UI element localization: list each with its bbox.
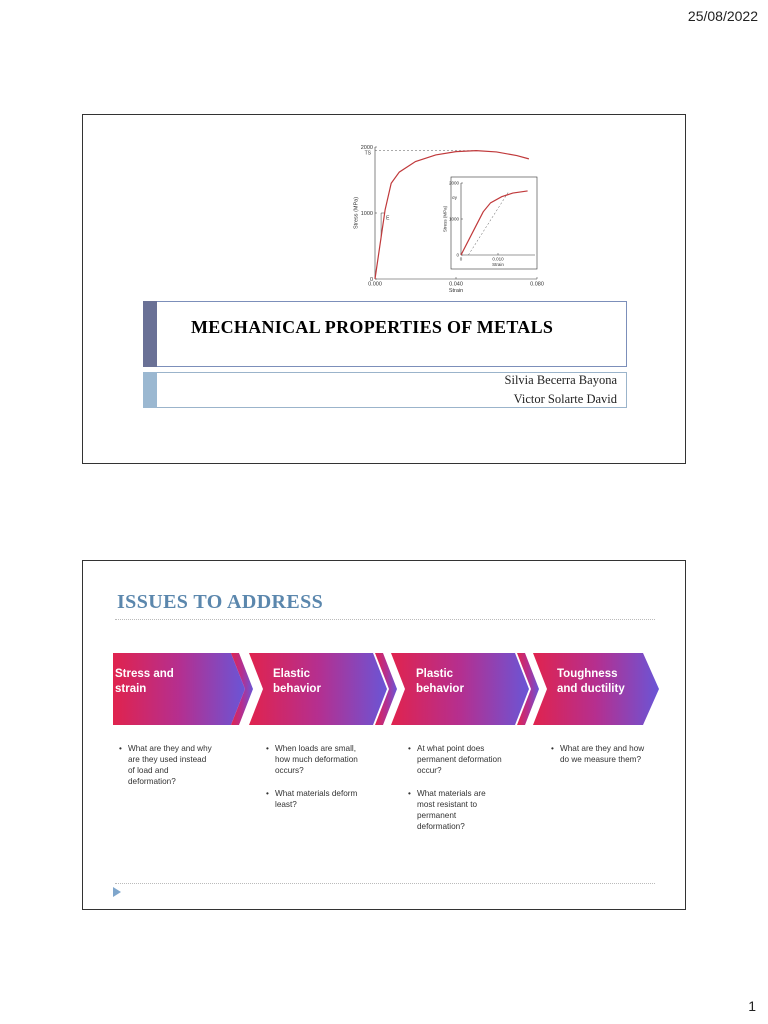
y-axis-label: Stress (MPa) — [353, 196, 360, 230]
title-divider — [115, 619, 655, 620]
author-name: Silvia Becerra Bayona — [504, 373, 617, 387]
bullet-list-stress-strain — [119, 743, 215, 799]
x-tick-label: 0.000 — [368, 281, 382, 288]
header-date: 25/08/2022 — [687, 8, 758, 24]
y-tick-label: 1000 — [360, 210, 373, 217]
x-tick-label: 0.080 — [530, 281, 544, 288]
step-label-line: behavior — [416, 683, 464, 695]
bullet-item: • At what point does permanent deformation occur? — [408, 743, 504, 776]
x-axis-label: Strain — [492, 262, 504, 267]
presentation-title: MECHANICAL PROPERTIES OF METALS — [191, 317, 554, 337]
x-tick-label: 0 — [459, 256, 463, 262]
bullet-item: • What are they and why are they used instead of load and deformation? — [119, 743, 215, 787]
author-name: Victor Solarte David — [513, 392, 617, 406]
bullet-list-plastic — [408, 743, 504, 844]
footer-divider — [115, 883, 655, 884]
x-tick-label: 0.040 — [449, 281, 463, 288]
bullet-list-elastic — [266, 743, 362, 822]
y-tick-label: 0 — [456, 252, 459, 258]
step-label-line: Plastic — [416, 668, 454, 680]
x-axis-label: Strain — [448, 288, 464, 294]
step-label-line: behavior — [273, 683, 321, 695]
y-tick-label: 2000 — [448, 180, 459, 186]
bullet-item: • What are they and how do we measure them? — [551, 743, 647, 765]
x-tick-label: 0.010 — [492, 256, 504, 262]
step-label-line: Elastic — [273, 668, 311, 680]
y-tick-label: 1000 — [448, 216, 459, 222]
slide-title: ISSUES TO ADDRESS — [117, 591, 324, 613]
step-label-toughness — [557, 667, 637, 697]
slide-thumbnail-2 — [82, 560, 686, 910]
step-label-line: Toughness — [557, 668, 618, 680]
y-tick-label: 2000 — [360, 144, 373, 151]
step-label-elastic — [273, 667, 353, 697]
stress-strain-chart — [341, 129, 544, 299]
slide-thumbnail-1 — [82, 114, 686, 464]
step-label-line: strain — [115, 683, 147, 695]
step-label-line: and ductility — [557, 683, 625, 695]
author-accent-bar — [143, 372, 157, 408]
bullet-list-toughness — [551, 743, 647, 777]
play-icon — [113, 887, 121, 897]
bullet-item: • What materials deform least? — [266, 788, 362, 810]
step-label-line: Stress and — [115, 668, 174, 680]
modulus-label: E — [386, 215, 390, 222]
bullet-item: • What materials are most resistant to permanent deformation? — [408, 788, 504, 832]
y-tick-label: 0 — [369, 276, 373, 283]
ts-label: TS — [364, 150, 371, 157]
title-accent-bar — [143, 301, 157, 367]
y-axis-label: Stress (MPa) — [442, 205, 448, 233]
step-label-plastic — [416, 667, 496, 697]
page-number: 1 — [748, 998, 756, 1014]
bullet-item: • When loads are small, how much deformation occurs? — [266, 743, 362, 776]
yield-label: σy — [451, 195, 457, 201]
stress-strain-figure — [341, 129, 544, 299]
step-label-stress-strain — [115, 667, 195, 697]
